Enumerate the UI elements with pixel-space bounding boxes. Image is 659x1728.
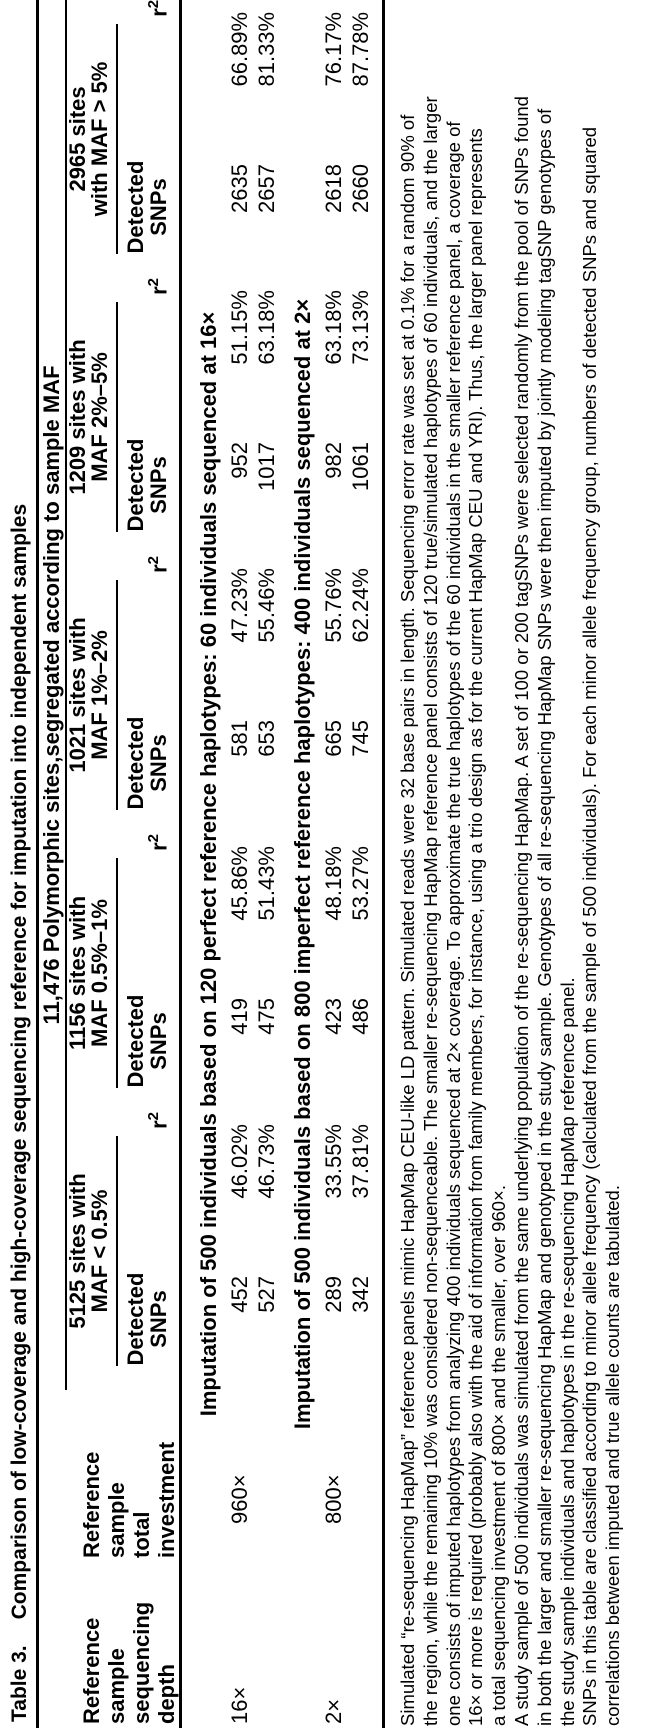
- cell-r2: 51.15%: [227, 290, 252, 365]
- cell-r2: 62.24%: [348, 568, 373, 643]
- footnote-line: the study sample individuals and haplotypes in the re-sequencing HapMap reference panel.: [556, 977, 578, 1726]
- section-header-1: Imputation of 500 individuals based on 120 perfect reference haplotypes: 60 individuals sequenced at 16×: [196, 311, 221, 1417]
- cell-r2: 87.78%: [348, 11, 373, 87]
- section-header-2: Imputation of 500 individuals based on 800 imperfect reference haplotypes: 400 individuals sequenced at 2×: [290, 298, 315, 1430]
- cell-detected: 475: [254, 998, 279, 1035]
- cell-investment: 960×: [227, 1474, 252, 1524]
- cell-investment: [253, 1390, 280, 1568]
- subheader-detected-snps: Detected SNPs: [118, 136, 181, 278]
- subheader-detected-snps: Detected SNPs: [118, 692, 181, 834]
- stub-header-total-investment: Reference sample total investment: [39, 1390, 181, 1568]
- cell-detected: 2657: [254, 164, 279, 213]
- cell-detected: 452: [227, 1276, 252, 1313]
- table-bottom-rule: [382, 0, 385, 1728]
- subheader-detected-snps: Detected SNPs: [118, 970, 181, 1112]
- group-header-maf-0-5-1: 1156 sites with MAF 0.5%–1%: [66, 834, 118, 1112]
- cell-r2: 53.27%: [348, 846, 373, 921]
- cell-detected: 342: [348, 1276, 373, 1313]
- cell-depth: 16×: [227, 1686, 252, 1724]
- cell-detected: 745: [348, 720, 373, 757]
- cell-detected: 2635: [227, 164, 252, 213]
- cell-detected: 289: [321, 1276, 346, 1313]
- cell-detected: 653: [254, 720, 279, 757]
- cell-r2: 63.18%: [254, 290, 279, 365]
- cell-r2: 37.81%: [348, 1124, 373, 1199]
- cell-r2: 46.73%: [254, 1124, 279, 1199]
- cell-r2: 45.86%: [227, 846, 252, 921]
- cell-r2: 81.33%: [254, 11, 279, 87]
- footnote-line: in both the larger and smaller re-sequencing HapMap and genotyped in the study sample. Genotypes of all re-sequencing HapMap SNPs were then imputed by jointly modeling tagSNP genotypes of: [533, 108, 555, 1726]
- cell-depth: [253, 1568, 280, 1728]
- subheader-detected-snps: Detected SNPs: [118, 414, 181, 556]
- cell-r2: 55.76%: [321, 568, 346, 643]
- cell-detected: 982: [321, 442, 346, 479]
- footnote-line: one consists of imputed haplotypes from analyzing 400 individuals sequenced at 2× coverage. To approximate the true haplotypes of the 60 individuals in the smaller reference panel, a coverage of: [442, 121, 464, 1726]
- subheader-r2: $r^2$: [118, 556, 181, 692]
- table-number-label: Table 3.: [8, 1645, 31, 1722]
- subheader-r2: $r^2$: [118, 0, 181, 136]
- cell-detected: 1061: [348, 442, 373, 491]
- subheader-r2: $r^2$: [118, 1112, 181, 1248]
- group-header-maf-lt-0-5: 5125 sites with MAF < 0.5%: [66, 1112, 118, 1390]
- cell-r2: 51.43%: [254, 846, 279, 921]
- cell-r2: 47.23%: [227, 568, 252, 643]
- cell-r2: 76.17%: [321, 11, 346, 87]
- cell-detected: 1017: [254, 442, 279, 491]
- footnote-line: correlations between imputed and true allele counts are tabulated.: [602, 1185, 624, 1726]
- cell-detected: 2660: [348, 164, 373, 213]
- cell-r2: 33.55%: [321, 1124, 346, 1199]
- cell-investment: 800×: [321, 1474, 346, 1524]
- cell-r2: 55.46%: [254, 568, 279, 643]
- data-table: [39, 0, 382, 1728]
- subheader-detected-snps: Detected SNPs: [118, 1248, 181, 1390]
- cell-detected: 2618: [321, 164, 346, 213]
- cell-detected: 486: [348, 998, 373, 1035]
- footnote-line: a total sequencing investment of 800× and the smaller, over 960×.: [488, 1185, 510, 1726]
- cell-detected: 665: [321, 720, 346, 757]
- cell-detected: 419: [227, 998, 252, 1035]
- footnote-line: 16× or more is required (probably also with the aid of information from family members, for instance, using a trio design as for the current HapMap CEU and YRI). Thus, the larger panel represents: [465, 128, 487, 1726]
- cell-detected: 952: [227, 442, 252, 479]
- cell-detected: 527: [254, 1276, 279, 1313]
- cell-investment: [347, 1390, 382, 1568]
- footnote-line: SNPs in this table are classified according to minor allele frequency (calculated from the sample of 500 individuals). For each minor allele frequency group, numbers of detected SNPs and squared: [579, 126, 601, 1726]
- cell-depth: [347, 1568, 382, 1728]
- subheader-r2: $r^2$: [118, 278, 181, 414]
- footnotes: [397, 0, 625, 1726]
- group-header-maf-1-2: 1021 sites with MAF 1%–2%: [66, 556, 118, 834]
- subheader-r2: $r^2$: [118, 834, 181, 970]
- group-header-maf-gt-5: 2965 sites with MAF > 5%: [66, 0, 118, 278]
- group-header-maf-2-5: 1209 sites with MAF 2%–5%: [66, 278, 118, 556]
- cell-r2: 66.89%: [227, 11, 252, 87]
- footnote-line: the region, while the remaining 10% was considered non-sequenceable. The smaller re-sequencing HapMap reference panel consists of 120 true/simulated haplotypes of 60 individuals, and the larger: [419, 96, 441, 1726]
- polymorphic-sites-span-header: 11,476 Polymorphic sites,segregated according to sample MAF: [39, 0, 66, 1390]
- table-title: [8, 0, 32, 1722]
- stub-header-sequencing-depth: Reference sample sequencing depth: [39, 1568, 181, 1728]
- footnote-line: A study sample of 500 individuals was simulated from the same underlying population of the re-sequencing HapMap. A set of 100 or 200 tagSNPs were selected randomly from the pool of SNPs found: [510, 96, 532, 1726]
- table-title-text: Comparison of low-coverage and high-coverage sequencing reference for imputation into independent samples: [8, 503, 31, 1620]
- cell-r2: 48.18%: [321, 846, 346, 921]
- cell-r2: 73.13%: [348, 290, 373, 365]
- cell-r2: 63.18%: [321, 290, 346, 365]
- cell-detected: 581: [227, 720, 252, 757]
- cell-depth: 2×: [321, 1698, 346, 1724]
- footnote-line: Simulated “re-sequencing HapMap” reference panels mimic HapMap CEU-like LD pattern. Simulated reads were 32 base pairs in length. Sequencing error rate was set at 0.1% for a random 90% of: [397, 114, 418, 1726]
- cell-r2: 46.02%: [227, 1124, 252, 1199]
- cell-detected: 423: [321, 998, 346, 1035]
